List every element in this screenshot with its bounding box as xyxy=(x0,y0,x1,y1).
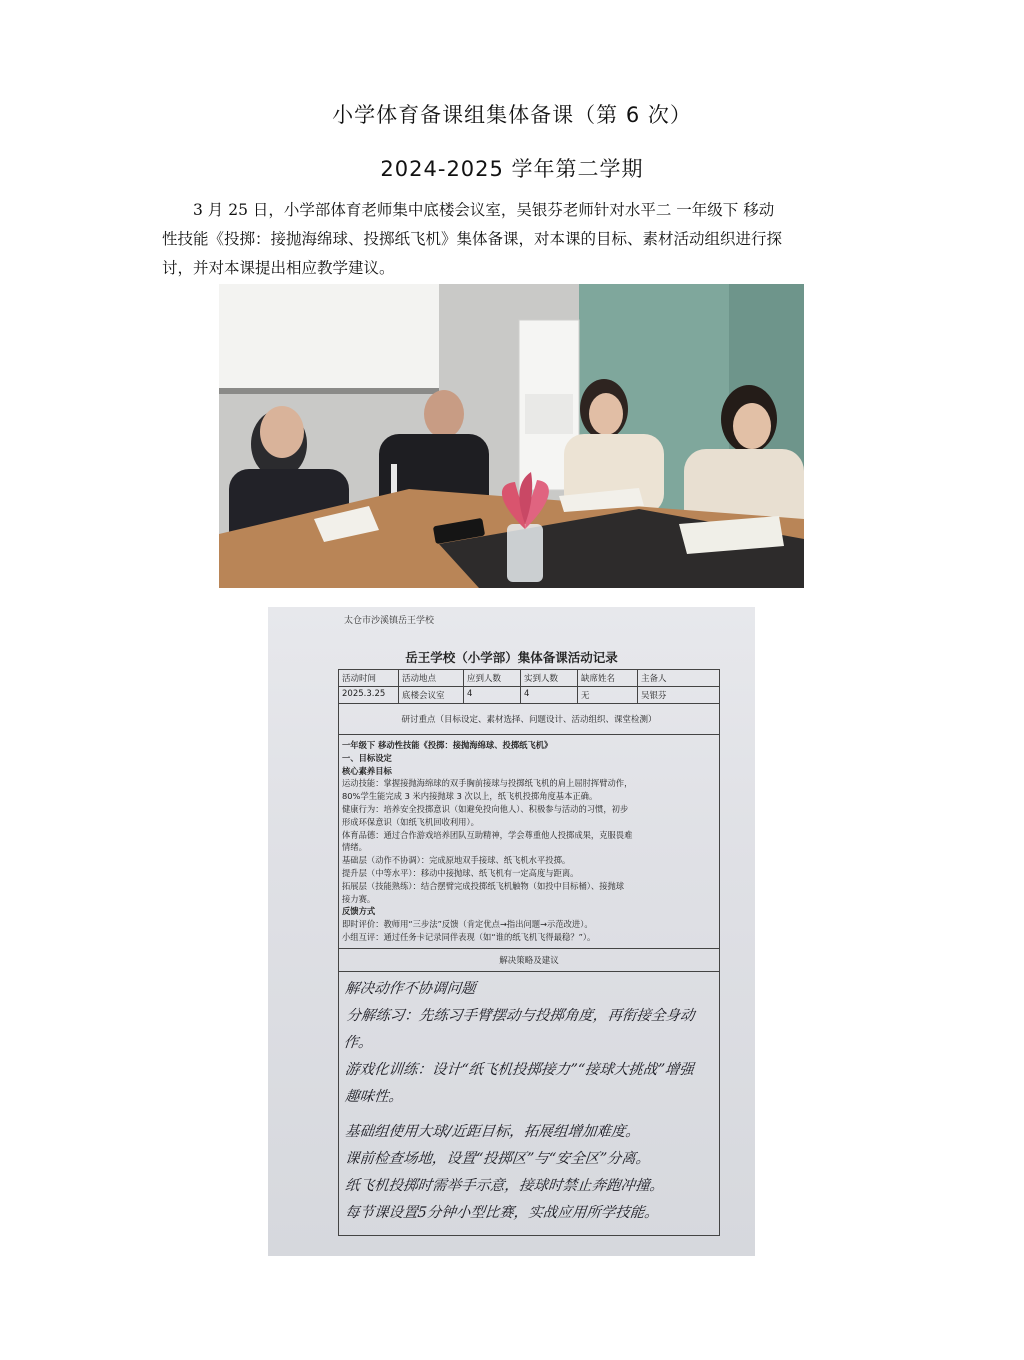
content-line: 即时评价：教师用“三步法”反馈（肯定优点→指出问题→示范改进）。 xyxy=(342,919,593,930)
handwritten-line: 每节课设置5分钟小型比赛，实战应用所学技能。 xyxy=(344,1204,660,1221)
content-line: 基础层（动作不协调）：完成原地双手接球、纸飞机水平投掷。 xyxy=(342,855,571,866)
scan-paper xyxy=(268,607,755,1256)
value-cell: 底楼会议室 xyxy=(399,687,464,703)
handwritten-line: 游戏化训练：设计“纸飞机投掷接力”“接球大挑战”增强 xyxy=(344,1061,695,1078)
handwritten-line: 分解练习：先练习手臂摆动与投掷角度，再衔接全身动作。 xyxy=(342,1007,696,1051)
table-header-row xyxy=(339,670,719,687)
content-line: 80%学生能完成 3 米内接抛球 3 次以上，纸飞机投掷角度基本正确。 xyxy=(342,791,598,802)
content-text xyxy=(339,735,636,948)
activity-record-scan xyxy=(268,607,755,1256)
intro-line-2: 性技能《投掷：接抛海绵球、投掷纸飞机》集体备课，对本课的目标、素材活动组织进行探 xyxy=(162,230,783,248)
intro-line-3: 讨，并对本课提出相应教学建议。 xyxy=(162,259,395,277)
content-line: 健康行为：培养安全投掷意识（如避免投向他人）、积极参与活动的习惯，初步 xyxy=(342,803,629,814)
focus-label: 研讨重点（目标设定、素材选择、问题设计、活动组织、课堂检测） xyxy=(401,715,657,725)
content-line: 一年级下 移动性技能《投掷：接抛海绵球、投掷纸飞机》 xyxy=(342,740,553,750)
content-line: 一、目标设定 xyxy=(342,752,392,763)
handwritten-notes xyxy=(339,972,719,1235)
meeting-photo-illustration xyxy=(219,284,804,588)
header-cell: 主备人 xyxy=(641,674,667,684)
value-cell: 4 xyxy=(521,687,578,703)
handwritten-line: 解决动作不协调问题 xyxy=(344,980,477,997)
content-line: 提升层（中等水平）：移动中接抛球、纸飞机有一定高度与距离。 xyxy=(342,867,579,878)
record-table xyxy=(338,669,720,1236)
page-subtitle: 2024-2025 学年第二学期 xyxy=(380,157,644,181)
handwritten-line: 纸飞机投掷时需举手示意，接球时禁止奔跑冲撞。 xyxy=(344,1177,665,1194)
handwritten-line: 课前检查场地，设置“投掷区”与“安全区”分离。 xyxy=(344,1150,652,1167)
value-cell: 2025.3.25 xyxy=(339,687,399,703)
school-name: 太仓市沙溪镇岳王学校 xyxy=(344,616,435,626)
intro-line-1: 3 月 25 日，小学部体育老师集中底楼会议室，吴银芬老师针对水平二 一年级下 移动 xyxy=(193,201,775,219)
meeting-photo xyxy=(219,284,804,588)
header-cell: 活动地点 xyxy=(399,670,464,686)
handwriting-row xyxy=(339,972,719,1235)
header-cell: 应到人数 xyxy=(464,670,521,686)
header-cell: 活动时间 xyxy=(339,670,399,686)
handwritten-line: 基础组使用大球/近距目标，拓展组增加难度。 xyxy=(344,1123,641,1140)
content-line: 核心素养目标 xyxy=(342,765,392,776)
header-cell: 缺席姓名 xyxy=(578,670,638,686)
value-cell: 吴银芬 xyxy=(641,691,667,701)
content-line: 形成环保意识（如纸飞机回收利用）。 xyxy=(342,816,479,827)
content-line: 体育品德：通过合作游戏培养团队互助精神，学会尊重他人投掷成果，克服畏难 xyxy=(342,829,633,840)
value-cell: 无 xyxy=(578,687,638,703)
handwritten-line: 趣味性。 xyxy=(344,1088,404,1105)
content-line: 运动技能：掌握接抛海绵球的双手胸前接球与投掷纸飞机的肩上屈肘挥臂动作， xyxy=(342,778,633,789)
header-cell: 实到人数 xyxy=(521,670,578,686)
value-cell: 4 xyxy=(464,687,521,703)
strategy-label: 解决策略及建议 xyxy=(499,955,559,966)
strategy-label-row xyxy=(339,949,719,972)
table-value-row xyxy=(339,687,719,704)
page-title: 小学体育备课组集体备课（第 6 次） xyxy=(332,103,692,127)
content-line: 接力赛。 xyxy=(342,893,376,904)
content-line: 小组互评：通过任务卡记录同伴表现（如“谁的纸飞机飞得最稳？”）。 xyxy=(342,931,596,942)
focus-label-row xyxy=(339,704,719,735)
content-line: 拓展层（技能熟练）：结合摆臂完成投掷纸飞机触物（如投中目标桶）、接抛球 xyxy=(342,880,625,891)
record-title: 岳王学校（小学部）集体备课活动记录 xyxy=(405,650,618,665)
content-line: 情绪。 xyxy=(342,842,367,853)
content-line: 反馈方式 xyxy=(342,906,376,917)
content-row xyxy=(339,735,719,949)
